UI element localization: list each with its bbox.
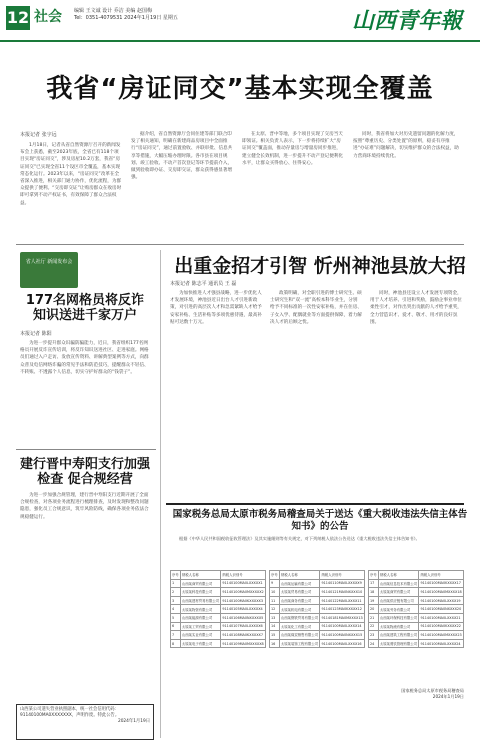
notice-title: 国家税务总局太原市税务局稽查局关于送达《重大税收违法失信主体告知书》的公告 — [172, 509, 468, 532]
cell-id: 91140121MA0NXXXX10 — [320, 588, 365, 597]
table-row — [270, 622, 365, 631]
article3-col1-text: 为加快推进人才强县战略，进一步优化人才发展环境，神池县近日出台人才引进新政策，对引进的高层次人才和急需紧缺人才给予安家补贴、生活补贴等多项优惠待遇，最高补贴可达数十万元。 — [170, 291, 262, 325]
cell-id: 91140107MA0LXXXXX6 — [221, 622, 266, 631]
cell-id: 91140100MA0LXXXX14 — [320, 622, 365, 631]
article3-col3 — [370, 290, 464, 496]
notice-table-3 — [368, 570, 464, 648]
cell-id: 91140100MA0MXXXX23 — [419, 631, 464, 640]
cell-index: 14 — [270, 622, 280, 631]
cell-name: 山西某商贸有限公司 — [180, 579, 221, 588]
table-row — [270, 631, 365, 640]
cell-name: 太原某科技有限公司 — [180, 588, 221, 597]
cell-index: 15 — [270, 631, 280, 640]
cell-index: 13 — [270, 613, 280, 622]
cell-name: 太原某餐饮管理有限公司 — [378, 639, 419, 648]
article1-col1-text: 1月18日，记者从省自然资源厅召开的新闻发布会上获悉，截至2023年底，全省已有118个项目实现“房证同交”，涉及房屋10.2万套，我省“房证同交”已实现全省11个设区市全覆盖，基本实现常态化运行。2023年以来，“房证同交”改革在全省深入推进，相关部门通力协作，优化流程，为群众提供了便利。“交房即交证”让购房群众在收房时即可拿到不动产权证书，有效保障了群众合法权益。 — [20, 143, 122, 206]
table-row — [369, 588, 464, 597]
table-row — [369, 613, 464, 622]
article1-col2-text: 据介绍，省自然资源厅会同住建等部门联合印发了相关通知，明确在新建商品房项目中全面推行“房证同交”，通过前置验收、并联审批、信息共享等措施，大幅压缩办理时限。各市县在项目规划、竣工验收、不动产首次登记等环节提前介入，做到验收即办证、交房即交证，群众获得感显著增强。 — [131, 132, 233, 181]
divider-2 — [16, 449, 156, 450]
cell-id: 91140122MA0LXXXX11 — [320, 596, 365, 605]
article1-col3 — [242, 131, 344, 238]
cell-name: 山西某信息技术有限公司 — [378, 579, 419, 588]
notice-table-middle — [269, 570, 365, 648]
header-index: 序号 — [270, 571, 280, 580]
table-row — [270, 596, 365, 605]
header-line1: 编辑 王文诚 设计 乔洁 美编 赵国梅 — [74, 8, 152, 14]
table-header-row — [369, 571, 464, 580]
article4-body-text: 为进一步加强合规管理，建行晋中寿阳支行近期开展了全面合规检查，对各项业务流程进行梳理排查，及时发现和整改问题隐患，强化员工合规意识，筑牢风险防线，确保各项业务依法合规稳健运行。 — [20, 493, 149, 520]
cell-name: 山西某钢铁贸易有限公司 — [279, 613, 320, 622]
article2-headline: 177名网格员将反诈知识送进千家万户 — [25, 293, 145, 323]
cell-name: 山西某实业有限公司 — [180, 631, 221, 640]
cell-name: 太原某化工有限公司 — [279, 622, 320, 631]
section-name: 社会 — [34, 9, 62, 25]
notice-table-2 — [269, 570, 365, 648]
cell-name: 太原某贸易有限公司 — [279, 588, 320, 597]
cell-index: 1 — [171, 579, 181, 588]
table-row — [171, 639, 266, 648]
cell-index: 2 — [171, 588, 181, 597]
table-row — [369, 639, 464, 648]
table-row — [369, 622, 464, 631]
classified-ad — [16, 704, 154, 740]
table-row — [270, 579, 365, 588]
byline-1: 本报记者 张宇远 — [20, 132, 57, 138]
byline-3: 本报记者 陈志平 通讯员 王 磊 — [170, 281, 237, 287]
cell-index: 6 — [171, 622, 181, 631]
cell-name: 山西某煤炭销售有限公司 — [279, 631, 320, 640]
cell-index: 21 — [369, 613, 379, 622]
cell-index: 3 — [171, 596, 181, 605]
cell-id: 91140100MA0LXXXXX1 — [221, 579, 266, 588]
table-row — [171, 613, 266, 622]
notice-signoff-text: 国家税务总局太原市税务局稽查局 — [401, 688, 464, 693]
cell-name: 山西某能源有限公司 — [180, 613, 221, 622]
header-id: 纳税人识别号 — [419, 571, 464, 580]
cell-index: 24 — [369, 639, 379, 648]
cell-index: 4 — [171, 605, 181, 614]
cell-index: 23 — [369, 631, 379, 640]
cell-id: 91140100MA0NXXXX20 — [419, 605, 464, 614]
cell-index: 20 — [369, 605, 379, 614]
cell-id: 91140100MA0KXXXX17 — [419, 579, 464, 588]
notice-table-left — [170, 570, 266, 648]
page-number: 12 — [6, 6, 30, 30]
cell-id: 91140108MA0KXXXXX7 — [221, 631, 266, 640]
table-row — [171, 631, 266, 640]
cell-name: 太原某电子有限公司 — [180, 639, 221, 648]
article3-col1 — [170, 290, 262, 496]
cell-id: 91140100MA0LXXXX24 — [419, 639, 464, 648]
header-name: 纳税人名称 — [180, 571, 221, 580]
cell-index: 18 — [369, 588, 379, 597]
cell-index: 12 — [270, 605, 280, 614]
cell-id: 91140105MA0LXXXXX4 — [221, 605, 266, 614]
article1-col1 — [20, 142, 122, 238]
cell-id: 91140110MA0LXXXXX9 — [320, 579, 365, 588]
notice-intro-text: 根据《中华人民共和国税收征收管理法》及其实施细则等有关规定，对下列纳税人依法公告送达《重大税收违法失信主体告知书》。 — [179, 536, 420, 541]
article1-col4-text: 同时，我省将加大对历史遗留问题的化解力度，按照“尊重历史、分类处置”的原则，稳妥有序推进“办证难”问题解决，切实维护群众的合法权益，助力营商环境持续优化。 — [353, 132, 459, 159]
cell-name: 山西某运输有限公司 — [279, 579, 320, 588]
cell-id: 91140100MA0MXXXX18 — [419, 588, 464, 597]
cell-name: 太原某物资有限公司 — [180, 605, 221, 614]
notice-signoff — [370, 688, 464, 700]
table-row — [369, 631, 464, 640]
table-row — [369, 596, 464, 605]
table-row — [171, 605, 266, 614]
cell-id: 91140109MA0MXXXXX8 — [221, 639, 266, 648]
article4-headline: 建行晋中寿阳支行加强检查 促合规经营 — [20, 457, 151, 487]
table-row — [369, 579, 464, 588]
table-row — [171, 622, 266, 631]
cell-id: 91140100MA0LXXXX16 — [320, 639, 365, 648]
header-id: 纳税人识别号 — [221, 571, 266, 580]
table-row — [270, 613, 365, 622]
byline-2: 本报记者 陈阳 — [20, 331, 52, 337]
cell-name: 山西某建材贸易有限公司 — [180, 596, 221, 605]
cell-name: 太原某机电有限公司 — [279, 605, 320, 614]
header-line2: Tel：0351-4079531 2024年1月19日 星期五 — [74, 15, 178, 21]
table-row — [270, 639, 365, 648]
cell-id: 91140106MA0NXXXXX5 — [221, 613, 266, 622]
table-row — [171, 579, 266, 588]
header-name: 纳税人名称 — [279, 571, 320, 580]
table-row — [171, 596, 266, 605]
article1-col2 — [131, 131, 233, 238]
cell-name: 山西某建筑工程有限公司 — [378, 631, 419, 640]
article3-col3-text: 同时，神池县还设立人才发展专项资金，用于人才培养、引进和奖励，鼓励企事业单位柔性引才，对作出突出贡献的人才给予重奖，全力营造识才、爱才、敬才、用才的良好氛围。 — [370, 291, 462, 325]
table-row — [270, 588, 365, 597]
cell-index: 10 — [270, 588, 280, 597]
article3-col2-text: 政策明确，对全职引进的博士研究生、硕士研究生和“双一流”高校本科毕业生，分别给予不同标准的一次性安家补贴，并在住房、子女入学、配偶就业等方面提供保障，着力解决人才的后顾之忧。 — [270, 291, 362, 325]
press-badge: 省人社厅 新闻发布会 — [20, 252, 78, 288]
cell-name: 山西某环保科技有限公司 — [378, 613, 419, 622]
cell-name: 太原某商贸有限公司 — [378, 588, 419, 597]
cell-name: 太原某工贸有限公司 — [180, 622, 221, 631]
cell-index: 22 — [369, 622, 379, 631]
table-row — [270, 605, 365, 614]
main-headline: 我省“房证同交”基本实现全覆盖 — [46, 74, 434, 104]
cell-name: 太原某劳务有限公司 — [378, 605, 419, 614]
cell-index: 11 — [270, 596, 280, 605]
cell-id: 91140123MA0KXXXX12 — [320, 605, 365, 614]
table-row — [369, 605, 464, 614]
notice-top-rule — [166, 503, 464, 505]
cell-index: 5 — [171, 613, 181, 622]
notice-date: 2024年1月19日 — [432, 694, 464, 699]
notice-intro — [170, 536, 464, 566]
ad-text: 山西某公司遗失营业执照副本，统一社会信用代码：91140100MA0XXXXXXX，声明作废。特此公告。 — [20, 707, 120, 718]
article4-body — [20, 492, 150, 698]
cell-id: 91140100MA0NXXXX15 — [320, 631, 365, 640]
article1-col3-text: 在太原、晋中等地，多个项目实现了交房当天即领证。相关负责人表示，下一步将持续扩大“房证同交”覆盖面，推动存量房与增量房同步推进，建立健全长效机制，进一步提升不动产登记便利化水平，让群众买得放心、住得安心。 — [242, 132, 344, 166]
article3-headline: 出重金招才引智 忻州神池县放大招 — [174, 255, 466, 277]
cell-id: 91140100MA0KXXXX22 — [419, 622, 464, 631]
article1-col4 — [353, 131, 461, 238]
notice-table-1 — [170, 570, 266, 648]
article2-body-text: 为进一步提升群众识骗防骗能力，近日，我省组织177名网格员开展反诈宣传培训，将反诈知识送进社区、走进家庭。网格员们通过入户走访、发放宣传资料、讲解典型案例等方式，向群众普及电信网络诈骗的常见手法和防范技巧，提醒群众不轻信、不转账、不透露个人信息，切实守护好群众的“钱袋子”。 — [20, 341, 149, 375]
cell-index: 19 — [369, 596, 379, 605]
article3-col2 — [270, 290, 362, 496]
ad-date: 2024年1月19日 — [117, 719, 150, 724]
cell-id: 91140100MA0KXXXXX3 — [221, 596, 266, 605]
cell-index: 9 — [270, 579, 280, 588]
cell-name: 山西某商务有限公司 — [279, 596, 320, 605]
header-index: 序号 — [369, 571, 379, 580]
table-header-row — [171, 571, 266, 580]
header-id: 纳税人识别号 — [320, 571, 365, 580]
notice-table-right — [368, 570, 464, 648]
divider-1 — [16, 244, 464, 245]
cell-name: 太原某装饰工程有限公司 — [279, 639, 320, 648]
column-divider — [160, 250, 161, 738]
cell-id: 91140100MA0LXXXX21 — [419, 613, 464, 622]
cell-name: 山西某供应链有限公司 — [378, 596, 419, 605]
header-editors — [74, 8, 178, 22]
cell-index: 16 — [270, 639, 280, 648]
newspaper-logo: 山西青年報 — [352, 8, 463, 34]
cell-index: 8 — [171, 639, 181, 648]
cell-name: 太原某物流有限公司 — [378, 622, 419, 631]
cell-id: 91140100MA0LXXXX19 — [419, 596, 464, 605]
cell-id: 91140100MA0MXXXXX2 — [221, 588, 266, 597]
header-name: 纳税人名称 — [378, 571, 419, 580]
header-index: 序号 — [171, 571, 181, 580]
cell-id: 91140181MA0MXXXX13 — [320, 613, 365, 622]
table-header-row — [270, 571, 365, 580]
cell-index: 17 — [369, 579, 379, 588]
article2-body — [20, 340, 150, 444]
cell-index: 7 — [171, 631, 181, 640]
table-row — [171, 588, 266, 597]
